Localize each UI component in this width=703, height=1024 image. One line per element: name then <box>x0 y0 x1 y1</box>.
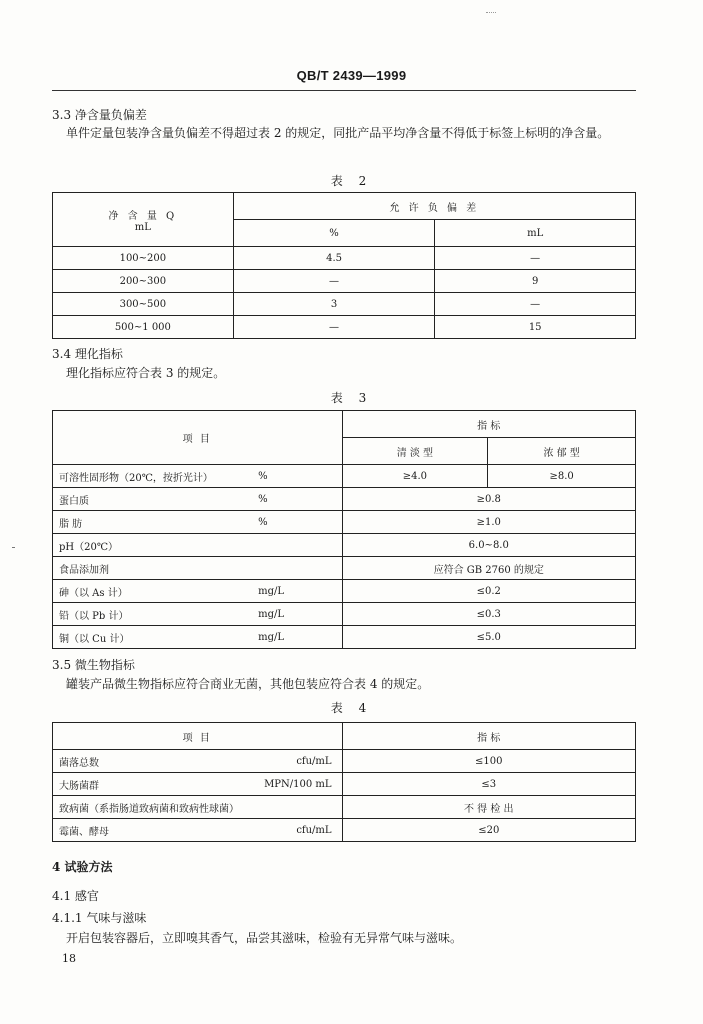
table-row <box>53 773 636 796</box>
table-cell: 6.0~8.0 <box>342 534 635 557</box>
table-header-cell: 允 许 负 偏 差 <box>233 193 635 220</box>
standard-code-header: QB/T 2439—1999 <box>296 68 407 83</box>
table-header-cell: 项 目 <box>53 723 343 750</box>
table-cell: — <box>233 270 435 293</box>
table-cell: ≥8.0 <box>488 465 636 488</box>
table-cell: 铜（以 Cu 计） <box>53 626 253 649</box>
table-cell: ≤0.3 <box>342 603 635 626</box>
table-row <box>53 796 636 819</box>
table-header-row <box>53 193 636 220</box>
table-cell: ≤5.0 <box>342 626 635 649</box>
table-cell: 霉菌、酵母 <box>53 819 253 842</box>
table-row <box>53 465 636 488</box>
table-cell: ≥1.0 <box>342 511 635 534</box>
table-cell: 菌落总数 <box>53 750 253 773</box>
table-row <box>53 511 636 534</box>
table-header-cell: 指 标 <box>342 411 635 438</box>
table-row <box>53 293 636 316</box>
section-3-4-heading: 3.4 理化指标 <box>52 347 123 361</box>
table-row <box>53 750 636 773</box>
table-cell: 300~500 <box>53 293 234 316</box>
table-cell: % <box>252 488 342 511</box>
section-3-5-heading: 3.5 微生物指标 <box>52 658 135 672</box>
header-rule <box>52 90 636 91</box>
table-cell: 应符合 GB 2760 的规定 <box>342 557 635 580</box>
table-row <box>53 316 636 339</box>
table-cell: pH（20℃） <box>53 534 253 557</box>
table-cell: % <box>252 465 342 488</box>
table-cell: % <box>252 511 342 534</box>
table-row <box>53 488 636 511</box>
table-cell: 不 得 检 出 <box>342 796 635 819</box>
scan-mark <box>486 12 496 14</box>
table-4-caption: 表 4 <box>330 701 373 715</box>
table-header-cell <box>53 193 234 247</box>
table-row <box>53 819 636 842</box>
section-3-3-heading: 3.3 净含量负偏差 <box>52 108 147 122</box>
table-cell: ≤0.2 <box>342 580 635 603</box>
table-cell: mg/L <box>252 580 342 603</box>
table-cell: 4.5 <box>233 247 435 270</box>
scan-mark <box>12 547 15 548</box>
table-row <box>53 534 636 557</box>
section-4-1-1-heading: 4.1.1 气味与滋味 <box>52 911 147 925</box>
table-row <box>53 626 636 649</box>
table-row <box>53 270 636 293</box>
table-cell: 200~300 <box>53 270 234 293</box>
table-header-cell: mL <box>435 220 636 247</box>
section-3-5-paragraph: 罐装产品微生物指标应符合商业无菌，其他包装应符合表 4 的规定。 <box>66 677 430 691</box>
table-cell: 蛋白质 <box>53 488 253 511</box>
table-cell: ≥4.0 <box>342 465 488 488</box>
table-2 <box>52 192 636 339</box>
table-cell: — <box>233 316 435 339</box>
table-cell: MPN/100 mL <box>252 773 342 796</box>
section-4-1-heading: 4.1 感官 <box>52 889 99 903</box>
table-cell: cfu/mL <box>252 819 342 842</box>
table-header-row <box>53 411 636 438</box>
table-3-caption: 表 3 <box>330 391 373 405</box>
table-cell: 食品添加剂 <box>53 557 253 580</box>
table-row <box>53 580 636 603</box>
table-cell: 致病菌（系指肠道致病菌和致病性球菌） <box>53 796 253 819</box>
table-header-cell: % <box>233 220 435 247</box>
table-cell <box>252 534 342 557</box>
table-cell: ≤3 <box>342 773 635 796</box>
table-cell: 大肠菌群 <box>53 773 253 796</box>
table-cell: — <box>435 247 636 270</box>
table-cell: ≥0.8 <box>342 488 635 511</box>
table-4 <box>52 722 636 842</box>
table-cell <box>252 796 342 819</box>
table-header-cell: 清 淡 型 <box>342 438 488 465</box>
table-row <box>53 603 636 626</box>
table-cell: ≤100 <box>342 750 635 773</box>
table-row <box>53 557 636 580</box>
table-3 <box>52 410 636 649</box>
table-cell: ≤20 <box>342 819 635 842</box>
table-cell: 9 <box>435 270 636 293</box>
section-3-3-paragraph: 单件定量包装净含量负偏差不得超过表 2 的规定，同批产品平均净含量不得低于标签上标明的净含量。 <box>66 126 610 140</box>
table-row <box>53 247 636 270</box>
table-cell: 可溶性固形物（20℃，按折光计） <box>53 465 253 488</box>
table-cell: 100~200 <box>53 247 234 270</box>
table-2-caption: 表 2 <box>330 174 373 188</box>
table-cell: 脂 肪 <box>53 511 253 534</box>
table-header-cell: 指 标 <box>342 723 635 750</box>
table-cell <box>252 557 342 580</box>
table-cell: mg/L <box>252 603 342 626</box>
section-4-heading: 4 试验方法 <box>52 860 113 874</box>
section-4-1-1-paragraph: 开启包装容器后，立即嗅其香气，品尝其滋味，检验有无异常气味与滋味。 <box>66 931 463 945</box>
table-header-cell: 项 目 <box>53 411 343 465</box>
net-content-label: 净 含 量 Q <box>108 210 178 222</box>
section-3-4-paragraph: 理化指标应符合表 3 的规定。 <box>66 366 226 380</box>
table-cell: 砷（以 As 计） <box>53 580 253 603</box>
table-cell: cfu/mL <box>252 750 342 773</box>
table-cell: 500~1 000 <box>53 316 234 339</box>
table-cell: 铅（以 Pb 计） <box>53 603 253 626</box>
table-cell: mg/L <box>252 626 342 649</box>
table-cell: — <box>435 293 636 316</box>
table-header-cell: 浓 郁 型 <box>488 438 636 465</box>
page-number: 18 <box>62 952 76 965</box>
table-cell: 3 <box>233 293 435 316</box>
table-header-row <box>53 723 636 750</box>
net-content-unit: mL <box>134 221 151 233</box>
table-cell: 15 <box>435 316 636 339</box>
